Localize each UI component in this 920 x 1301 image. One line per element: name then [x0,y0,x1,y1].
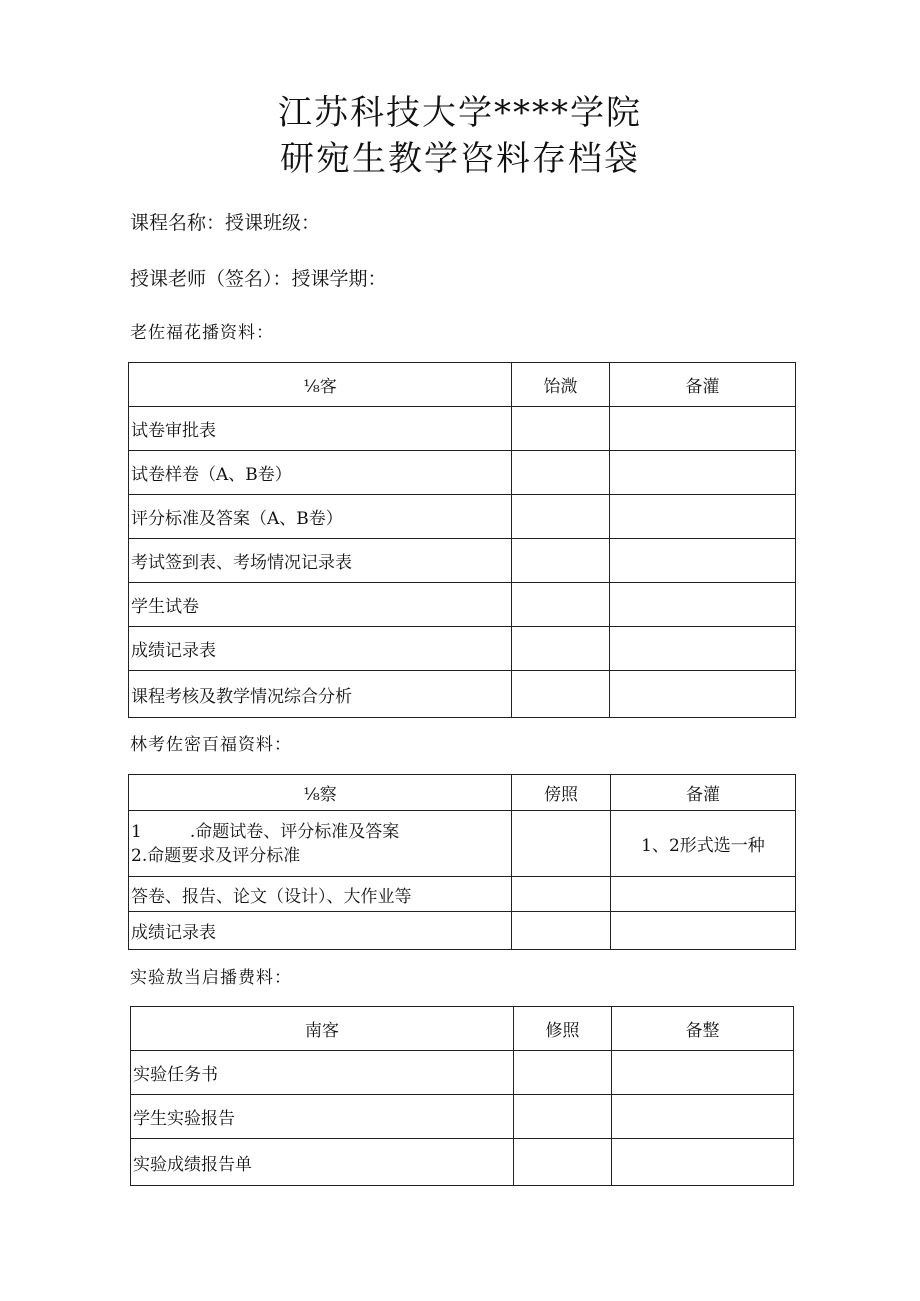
table-row [131,1139,794,1186]
table-row [131,1051,794,1095]
empty-cell [512,912,611,950]
section2-heading: 林考佐密百福资料： [130,735,292,755]
empty-cell [612,1095,794,1139]
row-label: 成绩记录表 [129,912,512,950]
empty-cell [512,583,610,627]
empty-cell [512,811,611,877]
empty-cell [512,495,610,539]
section1-table [128,362,796,718]
table-header-row [129,363,796,407]
course-name-class-field: 课程名称：授课班级： [130,212,321,234]
table-row [129,583,796,627]
empty-cell [610,627,796,671]
empty-cell [610,407,796,451]
section3-heading: 实验敖当启播费料： [130,968,292,988]
table-row [129,912,796,950]
table-row [129,877,796,912]
table-row [129,539,796,583]
section1-heading: 老佐福花播资料： [130,323,274,343]
section3-table [130,1006,794,1186]
table-row [129,811,796,877]
empty-cell [611,877,796,912]
row-label: 评分标准及答案（A、B卷） [129,495,512,539]
empty-cell [610,495,796,539]
table-header-row [131,1007,794,1051]
row-label: 学生试卷 [129,583,512,627]
row-label: 成绩记录表 [129,627,512,671]
item-text: .命题试卷、评分标准及答案 [189,821,400,842]
table-row [129,495,796,539]
table-header-row [129,775,796,811]
empty-cell [611,912,796,950]
empty-cell [514,1139,612,1186]
empty-cell [512,451,610,495]
column-header: ⅛察 [129,775,512,811]
table-row [129,671,796,718]
empty-cell [514,1051,612,1095]
empty-cell [512,877,611,912]
row-label: 实验任务书 [131,1051,514,1095]
table-row [129,451,796,495]
empty-cell [512,407,610,451]
empty-cell [612,1051,794,1095]
teacher-term-field: 授课老师（签名）：授课学期： [130,268,387,290]
row-label: 考试签到表、考场情况记录表 [129,539,512,583]
row-label: 答卷、报告、论文（设计）、大作业等 [129,877,512,912]
empty-cell [612,1139,794,1186]
empty-cell [512,671,610,718]
column-header: 备整 [612,1007,794,1051]
empty-cell [610,451,796,495]
row-label: 试卷审批表 [129,407,512,451]
section2-table [128,774,796,950]
item-number: 1 [131,821,142,842]
column-header: 饴溦 [512,363,610,407]
column-header: ⅛客 [129,363,512,407]
doc-title-line1: 江苏科技大学****学院 [278,93,642,133]
row-label-multiline [129,811,512,877]
doc-title-line2: 研宛生教学咨料存档袋 [280,139,640,179]
item-text: 2.命题要求及评分标准 [131,845,301,866]
empty-cell [610,539,796,583]
table-row [129,407,796,451]
empty-cell [514,1095,612,1139]
column-header: 修照 [514,1007,612,1051]
column-header: 傍照 [512,775,611,811]
empty-cell [512,539,610,583]
table-row [131,1095,794,1139]
column-header: 备灌 [610,363,796,407]
empty-cell [610,671,796,718]
column-header: 南客 [131,1007,514,1051]
remark-cell: 1、2形式选一种 [611,811,796,877]
row-label: 试卷样卷（A、B卷） [129,451,512,495]
table-row [129,627,796,671]
column-header: 备灌 [611,775,796,811]
row-label: 课程考核及教学情况综合分析 [129,671,512,718]
empty-cell [512,627,610,671]
row-label: 学生实验报告 [131,1095,514,1139]
row-label: 实验成绩报告单 [131,1139,514,1186]
empty-cell [610,583,796,627]
